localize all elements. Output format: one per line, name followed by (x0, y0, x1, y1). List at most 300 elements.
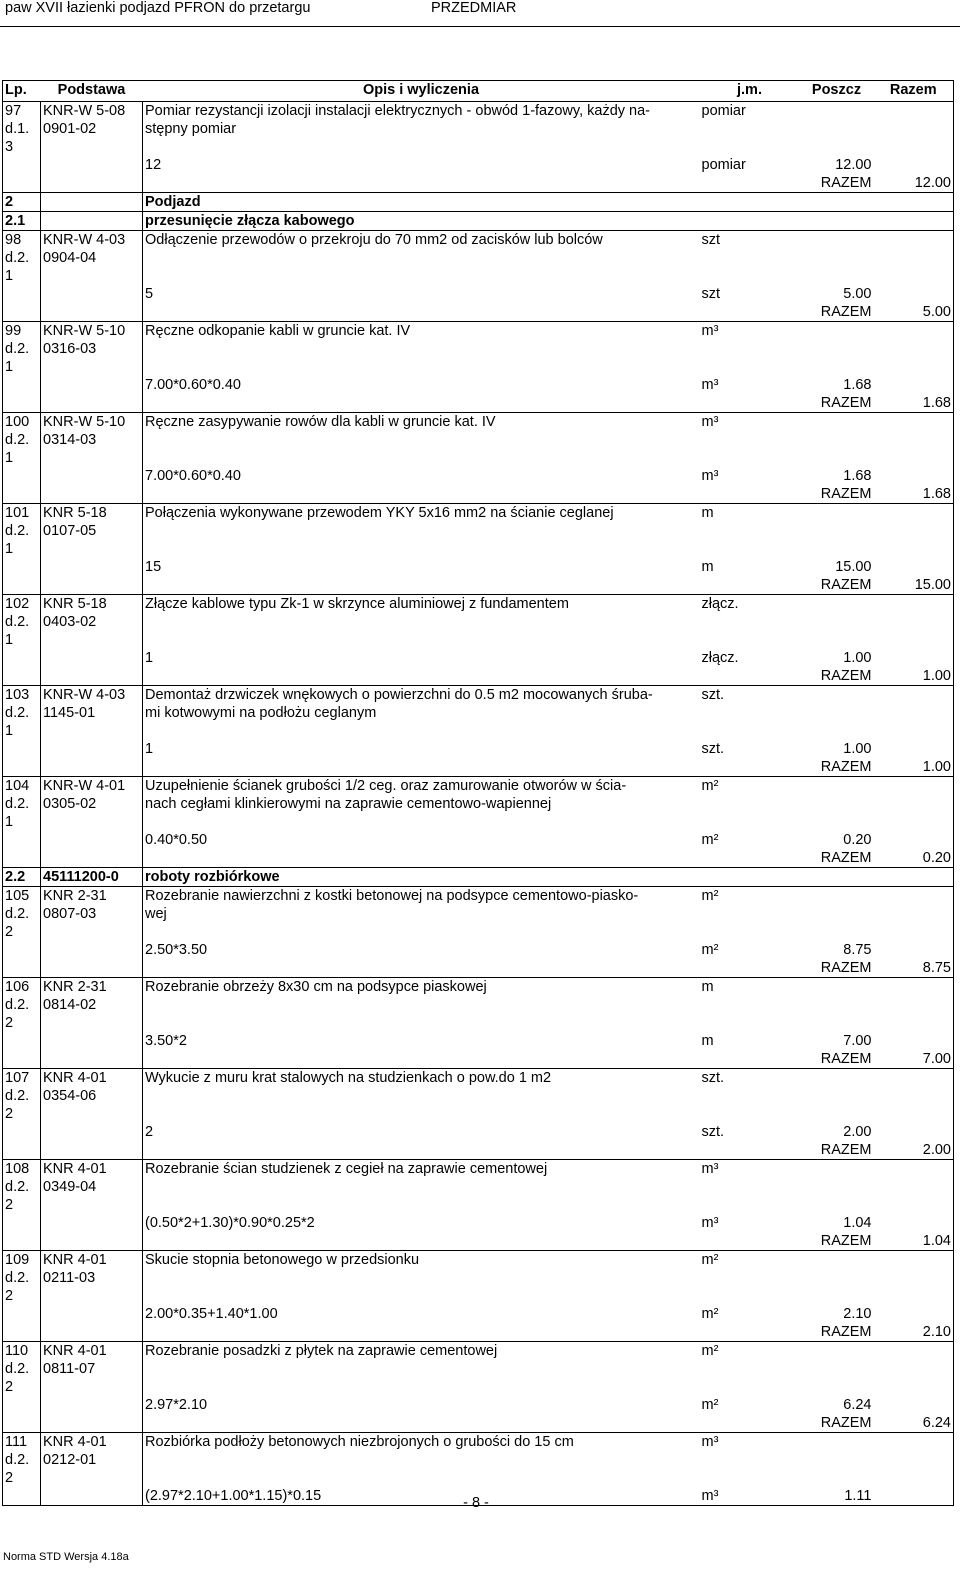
calculation-unit: złącz. (701, 650, 739, 666)
calculation-row (3, 1032, 954, 1050)
item-row (3, 1178, 954, 1196)
item-podstawa (41, 1305, 143, 1323)
item-razem (874, 1378, 954, 1396)
calculation: 2 (145, 1124, 154, 1140)
item-poszcz (800, 1360, 874, 1378)
item-unit: m² (700, 1251, 800, 1270)
item-podstawa: 0316-03 (41, 340, 143, 358)
item-poszcz (800, 686, 874, 705)
item-poszcz (800, 1069, 874, 1088)
calculation-unit: m³ (701, 1215, 719, 1231)
item-lp: 99 (3, 322, 41, 341)
item-podstawa: KNR-W 4-03 (41, 231, 143, 250)
item-poszcz (800, 522, 874, 540)
item-description: Rozebranie nawierzchni z kostki betonowej na podsypce cementowo-piasko- (143, 887, 700, 906)
spacer-row (3, 1378, 954, 1396)
item-row (3, 1342, 954, 1361)
item-lp: 1 (3, 358, 41, 376)
item-unit: m (700, 978, 800, 997)
item-description (143, 522, 700, 540)
item-razem (874, 631, 954, 649)
total-value: 0.20 (874, 849, 954, 868)
item-podstawa: 0901-02 (41, 120, 143, 138)
partial-quantity: 2.00 (843, 1124, 872, 1140)
item-podstawa (41, 285, 143, 303)
spacer (143, 358, 874, 376)
spacer (143, 959, 700, 978)
item-unit (700, 431, 800, 449)
item-unit: m³ (700, 413, 800, 432)
total-value: 15.00 (874, 576, 954, 595)
item-row (3, 413, 954, 432)
total-row (3, 1050, 954, 1069)
item-podstawa (41, 1287, 143, 1305)
item-lp: d.2. (3, 996, 41, 1014)
calculation-unit: m (701, 1033, 714, 1049)
item-razem (874, 978, 954, 997)
item-razem (874, 1087, 954, 1105)
item-podstawa: KNR 4-01 (41, 1069, 143, 1088)
item-podstawa (41, 540, 143, 558)
item-description (143, 1451, 700, 1469)
item-podstawa: 0211-03 (41, 1269, 143, 1287)
item-podstawa: KNR-W 5-08 (41, 102, 143, 121)
item-lp: 3 (3, 138, 41, 156)
item-lp: 1 (3, 540, 41, 558)
item-row (3, 1451, 954, 1469)
calculation-unit: m² (701, 942, 719, 958)
spacer-row (3, 1469, 954, 1487)
item-row (3, 613, 954, 631)
item-row (3, 1433, 954, 1452)
document-type: PRZEDMIAR (431, 0, 517, 16)
item-lp (3, 558, 41, 576)
item-razem (874, 1196, 954, 1214)
item-description (143, 249, 700, 267)
partial-quantity: 2.10 (843, 1306, 872, 1322)
page-number: - 8 - (463, 1495, 489, 1511)
item-lp: d.2. (3, 1451, 41, 1469)
spacer (143, 174, 700, 193)
total-row (3, 394, 954, 413)
item-lp: 2 (3, 1469, 41, 1487)
item-lp: 2 (3, 1014, 41, 1032)
item-podstawa (41, 1214, 143, 1232)
item-podstawa: KNR 5-18 (41, 595, 143, 614)
col-header-razem: Razem (874, 81, 954, 102)
total-value: 1.68 (874, 485, 954, 504)
item-poszcz (800, 1160, 874, 1179)
total-row (3, 576, 954, 595)
spacer-row (3, 449, 954, 467)
item-row (3, 887, 954, 906)
spacer (143, 485, 700, 504)
item-lp: 100 (3, 413, 41, 432)
calculation: 5 (145, 286, 154, 302)
item-razem (874, 1105, 954, 1123)
item-lp: 102 (3, 595, 41, 614)
col-header-opis: Opis i wyliczenia (143, 81, 700, 102)
item-lp: d.2. (3, 249, 41, 267)
item-unit: m³ (700, 322, 800, 341)
item-lp (3, 1141, 41, 1160)
item-row (3, 686, 954, 705)
item-podstawa (41, 1196, 143, 1214)
item-description: Skucie stopnia betonowego w przedsionku (143, 1251, 700, 1270)
item-lp (3, 649, 41, 667)
spacer-row (3, 923, 954, 941)
item-unit (700, 613, 800, 631)
total-row (3, 485, 954, 504)
item-lp (3, 156, 41, 174)
item-poszcz (800, 595, 874, 614)
item-description: Rozbiórka podłoży betonowych niezbrojonych o grubości do 15 cm (143, 1433, 700, 1452)
item-description: Złącze kablowe typu Zk-1 w skrzynce aluminiowej z fundamentem (143, 595, 700, 614)
spacer-row (3, 1014, 954, 1032)
item-lp (3, 758, 41, 777)
item-podstawa: KNR 2-31 (41, 887, 143, 906)
item-unit: m² (700, 887, 800, 906)
spacer (143, 1378, 874, 1396)
item-description: Odłączenie przewodów o przekroju do 70 mm2 od zacisków lub bolców (143, 231, 700, 250)
total-label: RAZEM (820, 175, 872, 191)
total-row (3, 758, 954, 777)
spacer (143, 631, 874, 649)
spacer-row (3, 722, 954, 740)
spacer (143, 303, 700, 322)
item-lp: d.2. (3, 613, 41, 631)
total-label: RAZEM (820, 960, 872, 976)
item-lp: 2 (3, 1378, 41, 1396)
section-code (41, 212, 143, 231)
item-razem (874, 1123, 954, 1141)
item-row (3, 102, 954, 121)
item-podstawa (41, 959, 143, 978)
item-razem (874, 1032, 954, 1050)
calculation-unit: m² (701, 832, 719, 848)
calculation: (2.97*2.10+1.00*1.15)*0.15 (145, 1488, 322, 1504)
item-unit: m² (700, 1342, 800, 1361)
spacer-row (3, 631, 954, 649)
item-poszcz (800, 504, 874, 523)
calculation: 7.00*0.60*0.40 (145, 377, 241, 393)
item-description: nach cegłami klinkierowymi na zaprawie cementowo-wapiennej (145, 796, 552, 812)
item-unit: m³ (700, 1160, 800, 1179)
partial-quantity: 12.00 (835, 157, 872, 173)
item-lp: d.2. (3, 1269, 41, 1287)
spacer (143, 576, 700, 595)
calculation-unit: m³ (701, 377, 719, 393)
total-value: 1.04 (874, 1232, 954, 1251)
total-label: RAZEM (820, 395, 872, 411)
total-row (3, 1323, 954, 1342)
item-row (3, 340, 954, 358)
item-description: Rozebranie obrzeży 8x30 cm na podsypce piaskowej (143, 978, 700, 997)
item-lp: 111 (3, 1433, 41, 1452)
item-podstawa: 0305-02 (41, 795, 143, 813)
calculation-row (3, 941, 954, 959)
calculation-unit: szt. (701, 741, 725, 757)
item-unit (700, 795, 800, 813)
spacer-row (3, 1105, 954, 1123)
item-lp: 106 (3, 978, 41, 997)
item-podstawa (41, 849, 143, 868)
item-lp (3, 1232, 41, 1251)
partial-quantity: 7.00 (843, 1033, 872, 1049)
col-header-lp: Lp. (3, 81, 41, 102)
item-poszcz (800, 102, 874, 121)
item-podstawa (41, 174, 143, 193)
item-podstawa (41, 831, 143, 849)
item-poszcz (800, 613, 874, 631)
item-row (3, 249, 954, 267)
item-podstawa (41, 1396, 143, 1414)
item-podstawa (41, 758, 143, 777)
item-row (3, 1251, 954, 1270)
item-row (3, 1160, 954, 1179)
item-row (3, 1360, 954, 1378)
spacer (143, 138, 874, 156)
item-lp (3, 740, 41, 758)
item-unit: m² (700, 777, 800, 796)
item-razem (874, 595, 954, 614)
calculation: 12 (145, 157, 162, 173)
item-lp (3, 576, 41, 595)
item-row (3, 905, 954, 923)
item-razem (874, 1178, 954, 1196)
item-lp (3, 394, 41, 413)
item-lp (3, 831, 41, 849)
item-lp (3, 849, 41, 868)
partial-quantity: 1.00 (843, 741, 872, 757)
item-description: stępny pomiar (145, 121, 237, 137)
spacer-row (3, 358, 954, 376)
item-razem (874, 887, 954, 906)
section-lp: 2 (3, 193, 41, 212)
item-description (143, 613, 700, 631)
item-podstawa (41, 722, 143, 740)
item-row (3, 777, 954, 796)
total-label: RAZEM (820, 759, 872, 775)
estimate-table (2, 80, 954, 1507)
item-lp: 2 (3, 1287, 41, 1305)
item-podstawa (41, 558, 143, 576)
item-row (3, 1069, 954, 1088)
item-podstawa: KNR-W 4-03 (41, 686, 143, 705)
col-header-podstawa: Podstawa (41, 81, 143, 102)
item-poszcz (800, 704, 874, 722)
item-razem (874, 1360, 954, 1378)
item-poszcz (800, 249, 874, 267)
calculation-row (3, 649, 954, 667)
item-razem (874, 1342, 954, 1361)
total-value: 5.00 (874, 303, 954, 322)
item-razem (874, 1069, 954, 1088)
item-razem (874, 102, 954, 121)
item-description: wej (145, 906, 167, 922)
item-lp: 108 (3, 1160, 41, 1179)
item-podstawa (41, 1123, 143, 1141)
total-row (3, 1232, 954, 1251)
item-unit (700, 340, 800, 358)
item-lp (3, 303, 41, 322)
item-description: mi kotwowymi na podłożu ceglanym (145, 705, 377, 721)
item-unit (700, 996, 800, 1014)
item-razem (874, 649, 954, 667)
item-description (143, 431, 700, 449)
total-row (3, 303, 954, 322)
item-description (143, 1087, 700, 1105)
item-poszcz (800, 1433, 874, 1452)
partial-quantity: 0.20 (843, 832, 872, 848)
item-poszcz (800, 322, 874, 341)
total-label: RAZEM (820, 1051, 872, 1067)
item-lp (3, 667, 41, 686)
calculation-unit: pomiar (701, 157, 746, 173)
calculation-unit: m² (701, 1397, 719, 1413)
item-podstawa (41, 1050, 143, 1069)
item-podstawa (41, 485, 143, 504)
total-label: RAZEM (820, 577, 872, 593)
item-unit: pomiar (700, 102, 800, 121)
spacer (143, 923, 874, 941)
item-podstawa: KNR 4-01 (41, 1342, 143, 1361)
item-razem (874, 120, 954, 138)
item-unit (700, 249, 800, 267)
item-razem (874, 1014, 954, 1032)
spacer-row (3, 1196, 954, 1214)
calculation-row (3, 740, 954, 758)
item-lp (3, 959, 41, 978)
partial-quantity: 1.68 (843, 377, 872, 393)
item-razem (874, 504, 954, 523)
item-unit: złącz. (700, 595, 800, 614)
calculation: 1 (145, 741, 154, 757)
total-row (3, 667, 954, 686)
item-poszcz (800, 231, 874, 250)
item-razem (874, 340, 954, 358)
partial-quantity: 1.00 (843, 650, 872, 666)
spacer-row (3, 267, 954, 285)
total-value: 8.75 (874, 959, 954, 978)
item-row (3, 795, 954, 813)
item-podstawa (41, 449, 143, 467)
item-podstawa: 0904-04 (41, 249, 143, 267)
item-row (3, 522, 954, 540)
spacer (143, 849, 700, 868)
spacer (143, 667, 700, 686)
item-poszcz (800, 978, 874, 997)
item-poszcz (800, 1342, 874, 1361)
item-razem (874, 1433, 954, 1452)
item-description: Ręczne odkopanie kabli w gruncie kat. IV (143, 322, 700, 341)
calculation-row (3, 1214, 954, 1232)
item-lp: d.2. (3, 1087, 41, 1105)
document-title: paw XVII łazienki podjazd PFRON do przetargu (5, 0, 311, 16)
section-row (3, 868, 954, 887)
calculation: 0.40*0.50 (145, 832, 208, 848)
item-razem (874, 831, 954, 849)
item-razem (874, 777, 954, 796)
item-podstawa: 0212-01 (41, 1451, 143, 1469)
item-razem (874, 1269, 954, 1287)
calculation-row (3, 1396, 954, 1414)
item-unit: m (700, 504, 800, 523)
item-poszcz (800, 120, 874, 138)
item-lp (3, 485, 41, 504)
item-row (3, 704, 954, 722)
item-podstawa (41, 267, 143, 285)
item-row (3, 1087, 954, 1105)
item-podstawa: KNR 2-31 (41, 978, 143, 997)
item-podstawa (41, 576, 143, 595)
item-description (143, 1360, 700, 1378)
item-unit: szt. (700, 1069, 800, 1088)
calculation-row (3, 831, 954, 849)
item-podstawa: 0814-02 (41, 996, 143, 1014)
partial-quantity: 6.24 (843, 1397, 872, 1413)
item-row (3, 595, 954, 614)
item-razem (874, 449, 954, 467)
item-podstawa (41, 467, 143, 485)
spacer (143, 758, 700, 777)
calculation-row (3, 285, 954, 303)
item-podstawa: 0107-05 (41, 522, 143, 540)
item-description: Ręczne zasypywanie rowów dla kabli w gruncie kat. IV (143, 413, 700, 432)
item-lp: 98 (3, 231, 41, 250)
spacer (143, 1287, 874, 1305)
total-value: 1.00 (874, 667, 954, 686)
total-row (3, 174, 954, 193)
item-description: Demontaż drzwiczek wnękowych o powierzchni do 0.5 m2 mocowanych śruba- (143, 686, 700, 705)
item-unit: szt. (700, 686, 800, 705)
item-podstawa (41, 941, 143, 959)
calculation: 7.00*0.60*0.40 (145, 468, 241, 484)
spacer (143, 540, 874, 558)
total-row (3, 1414, 954, 1433)
spacer (143, 1050, 700, 1069)
partial-quantity: 1.68 (843, 468, 872, 484)
item-description (143, 1178, 700, 1196)
item-poszcz (800, 1087, 874, 1105)
spacer (143, 1196, 874, 1214)
section-title: przesunięcie złącza kabowego (143, 212, 954, 231)
total-row (3, 1141, 954, 1160)
item-row (3, 996, 954, 1014)
calculation-unit: m³ (701, 468, 719, 484)
spacer-row (3, 138, 954, 156)
item-row (3, 322, 954, 341)
item-razem (874, 138, 954, 156)
item-podstawa: 1145-01 (41, 704, 143, 722)
item-podstawa (41, 631, 143, 649)
item-description: Połączenia wykonywane przewodem YKY 5x16 mm2 na ścianie ceglanej (143, 504, 700, 523)
spacer (143, 1141, 700, 1160)
item-poszcz (800, 1178, 874, 1196)
item-description: Rozebranie posadzki z płytek na zaprawie cementowej (143, 1342, 700, 1361)
item-description: Pomiar rezystancji izolacji instalacji elektrycznych - obwód 1-fazowy, każdy na- (143, 102, 700, 121)
item-razem (874, 413, 954, 432)
item-lp (3, 467, 41, 485)
item-lp (3, 1305, 41, 1323)
item-podstawa (41, 1323, 143, 1342)
item-lp: 97 (3, 102, 41, 121)
spacer (143, 1232, 700, 1251)
item-description (143, 1269, 700, 1287)
calculation: 2.00*0.35+1.40*1.00 (145, 1306, 278, 1322)
total-label: RAZEM (820, 304, 872, 320)
item-razem (874, 558, 954, 576)
